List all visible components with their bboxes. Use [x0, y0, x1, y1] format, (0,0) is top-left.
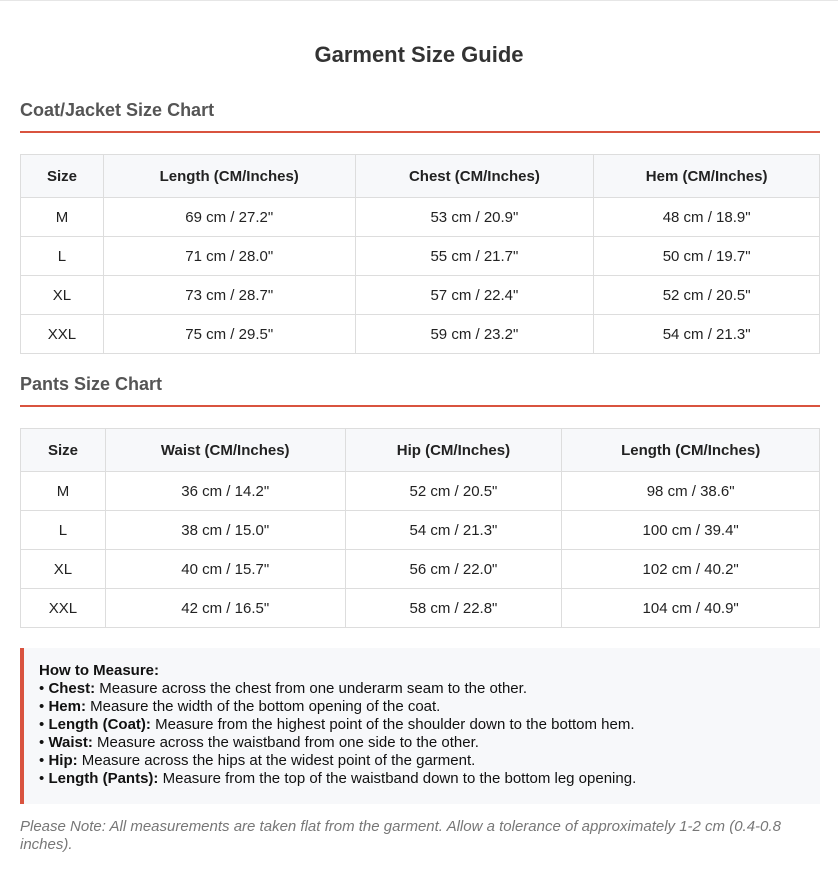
- chest-cell: 59 cm / 23.2": [355, 315, 594, 354]
- coat-section-title: Coat/Jacket Size Chart: [20, 98, 820, 133]
- bullet: •: [39, 752, 45, 769]
- measure-description: Measure from the highest point of the shoulder down to the bottom hem.: [150, 716, 635, 733]
- how-to-measure-title: How to Measure:: [39, 662, 160, 679]
- coat-size-table: [20, 154, 820, 354]
- table-row: [21, 472, 820, 511]
- measure-term: Hem:: [48, 698, 86, 715]
- hip-cell: 54 cm / 21.3": [345, 511, 562, 550]
- length-cell: 102 cm / 40.2": [562, 550, 820, 589]
- size-cell: M: [21, 198, 104, 237]
- length-cell: 71 cm / 28.0": [103, 237, 355, 276]
- coat-table-header-row: [21, 155, 820, 198]
- measure-term: Waist:: [48, 734, 93, 751]
- table-row: [21, 511, 820, 550]
- column-header: Hip (CM/Inches): [345, 429, 562, 472]
- waist-cell: 40 cm / 15.7": [105, 550, 345, 589]
- how-to-measure-box: [20, 648, 820, 804]
- column-header: Waist (CM/Inches): [105, 429, 345, 472]
- table-row: [21, 315, 820, 354]
- hem-cell: 52 cm / 20.5": [594, 276, 820, 315]
- chest-cell: 53 cm / 20.9": [355, 198, 594, 237]
- size-cell: XL: [21, 276, 104, 315]
- hem-cell: 50 cm / 19.7": [594, 237, 820, 276]
- table-row: [21, 550, 820, 589]
- column-header: Hem (CM/Inches): [594, 155, 820, 198]
- column-header: Chest (CM/Inches): [355, 155, 594, 198]
- column-header: Size: [21, 155, 104, 198]
- length-cell: 69 cm / 27.2": [103, 198, 355, 237]
- chest-cell: 55 cm / 21.7": [355, 237, 594, 276]
- size-cell: L: [21, 511, 106, 550]
- table-row: [21, 237, 820, 276]
- waist-cell: 36 cm / 14.2": [105, 472, 345, 511]
- measure-item-chest: [39, 680, 820, 698]
- measure-description: Measure from the top of the waistband down to the bottom leg opening.: [158, 770, 637, 787]
- size-cell: L: [21, 237, 104, 276]
- column-header: Length (CM/Inches): [103, 155, 355, 198]
- measure-description: Measure the width of the bottom opening of the coat.: [85, 698, 441, 715]
- size-cell: XXL: [21, 589, 106, 628]
- length-cell: 98 cm / 38.6": [562, 472, 820, 511]
- measure-item-waist: [39, 734, 820, 752]
- measure-term: Length (Pants):: [48, 770, 159, 787]
- measure-item-hem: [39, 698, 820, 716]
- length-cell: 100 cm / 39.4": [562, 511, 820, 550]
- hip-cell: 52 cm / 20.5": [345, 472, 562, 511]
- table-row: [21, 276, 820, 315]
- size-cell: XXL: [21, 315, 104, 354]
- pants-table-header-row: [21, 429, 820, 472]
- column-header: Size: [21, 429, 106, 472]
- hem-cell: 54 cm / 21.3": [594, 315, 820, 354]
- bullet: •: [39, 734, 45, 751]
- waist-cell: 38 cm / 15.0": [105, 511, 345, 550]
- column-header: Length (CM/Inches): [562, 429, 820, 472]
- size-cell: XL: [21, 550, 106, 589]
- bullet: •: [39, 698, 45, 715]
- table-row: [21, 198, 820, 237]
- measure-description: Measure across the waistband from one side to the other.: [92, 734, 479, 751]
- size-cell: M: [21, 472, 106, 511]
- measure-term: Length (Coat):: [48, 716, 151, 733]
- measure-term: Chest:: [48, 680, 96, 697]
- bullet: •: [39, 716, 45, 733]
- pants-size-table: [20, 428, 820, 628]
- pants-section-title: Pants Size Chart: [20, 372, 820, 407]
- measure-description: Measure across the hips at the widest point of the garment.: [77, 752, 476, 769]
- length-cell: 75 cm / 29.5": [103, 315, 355, 354]
- table-row: [21, 589, 820, 628]
- length-cell: 104 cm / 40.9": [562, 589, 820, 628]
- bullet: •: [39, 680, 45, 697]
- hip-cell: 56 cm / 22.0": [345, 550, 562, 589]
- measure-term: Hip:: [48, 752, 78, 769]
- measure-item-hip: [39, 752, 820, 770]
- measure-item-length-coat: [39, 716, 820, 734]
- hem-cell: 48 cm / 18.9": [594, 198, 820, 237]
- waist-cell: 42 cm / 16.5": [105, 589, 345, 628]
- length-cell: 73 cm / 28.7": [103, 276, 355, 315]
- measurement-note: Please Note: All measurements are taken flat from the garment. Allow a tolerance of approximately 1-2 cm (0.4-0.8 inches).: [20, 818, 781, 853]
- chest-cell: 57 cm / 22.4": [355, 276, 594, 315]
- measure-item-length-pants: [39, 770, 820, 788]
- hip-cell: 58 cm / 22.8": [345, 589, 562, 628]
- page-title: Garment Size Guide: [314, 42, 524, 67]
- bullet: •: [39, 770, 45, 787]
- measure-description: Measure across the chest from one underarm seam to the other.: [95, 680, 527, 697]
